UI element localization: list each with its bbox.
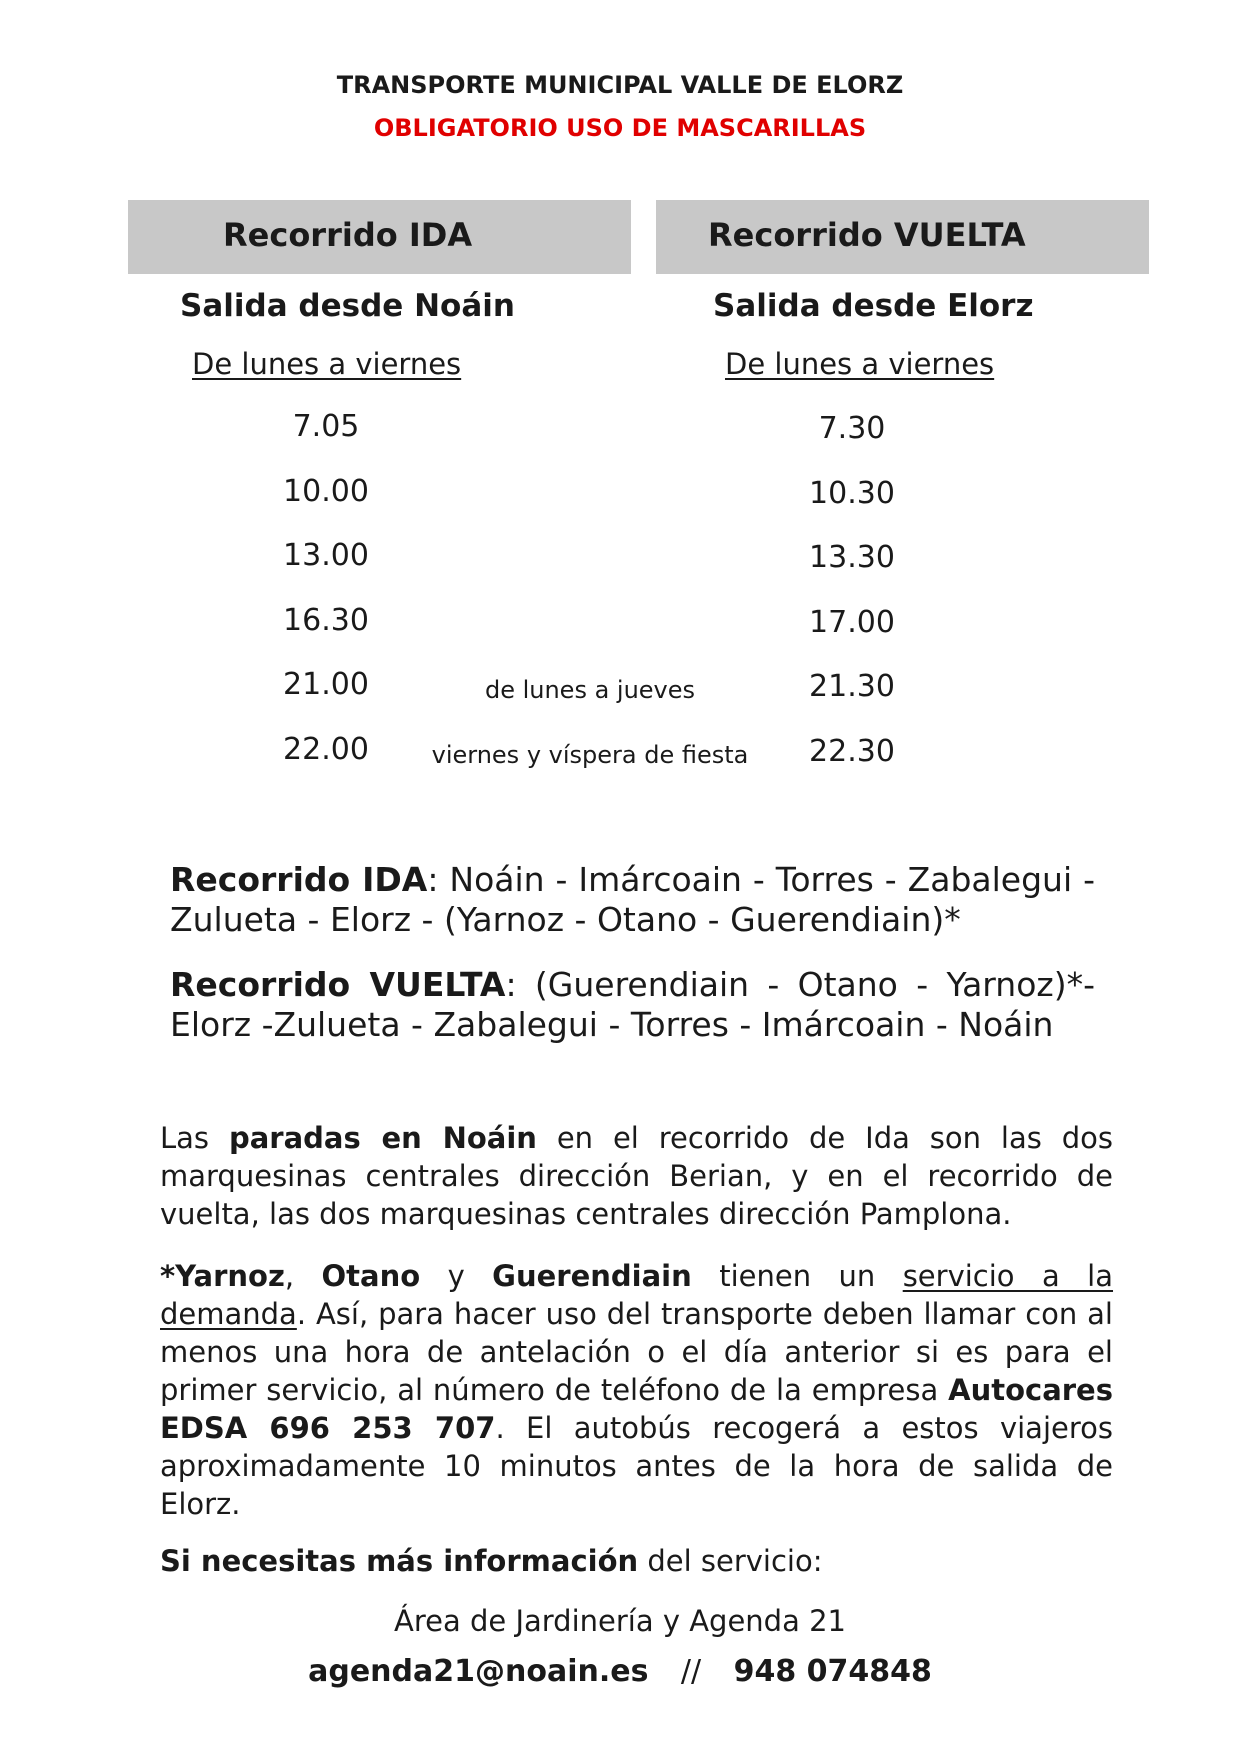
stops-text: en el recorrido de Ida son las dos marquesinas centrales dirección Berian, y en el recorrido de vuelta, las dos marquesinas centrales dirección Pamplona. — [160, 1121, 1113, 1231]
vuelta-time: 13.30 — [809, 540, 895, 575]
demand-text: y — [420, 1259, 493, 1293]
route-ida-label: Recorrido IDA — [170, 860, 428, 899]
contact-email: agenda21@noain.es — [308, 1654, 649, 1689]
vuelta-time: 17.00 — [809, 605, 895, 640]
demand-text: . Así, para hacer uso del transporte deben llamar con al menos una hora de antelación o el día anterior si es para el primer servicio, al número de teléfono de la empresa — [160, 1297, 1113, 1407]
ida-days: De lunes a viernes — [192, 347, 462, 381]
ida-departure: Salida desde Noáin — [180, 288, 515, 324]
ida-time: 21.00 — [283, 667, 369, 702]
ida-heading: Recorrido IDA — [223, 216, 473, 254]
route-vuelta-stops: : (Guerendiain - Otano - Yarnoz)*- Elorz -Zulueta - Zabalegui - Torres - Imárcoain - Noáin — [170, 965, 1095, 1044]
demand-paragraph — [160, 1257, 1113, 1523]
ida-time: 13.00 — [283, 538, 369, 573]
route-vuelta — [170, 965, 1095, 1045]
contact-line — [0, 1654, 1240, 1689]
contact-phone: 948 074848 — [733, 1654, 932, 1689]
demand-text: . El autobús recogerá a estos viajeros aproximadamente 10 minutos antes de la hora de salida de Elorz. — [160, 1411, 1113, 1521]
schedule-note-friday: viernes y víspera de fiesta — [431, 741, 749, 769]
demand-company-phone: Autocares EDSA 696 253 707 — [160, 1373, 1113, 1445]
vuelta-time: 22.30 — [809, 734, 895, 769]
demand-town: Guerendiain — [492, 1259, 692, 1293]
info-bold: Si necesitas más información — [160, 1544, 639, 1578]
route-ida — [170, 860, 1095, 940]
contact-separator: // — [680, 1654, 702, 1689]
demand-town: *Yarnoz — [160, 1259, 285, 1293]
route-ida-stops: : Noáin - Imárcoain - Torres - Zabalegui -Zulueta - Elorz - (Yarnoz - Otano - Guerendiain)* — [170, 860, 1095, 939]
vuelta-departure: Salida desde Elorz — [713, 288, 1034, 324]
stops-text: Las — [160, 1121, 229, 1155]
stops-paragraph — [160, 1119, 1113, 1233]
route-vuelta-label: Recorrido VUELTA — [170, 965, 506, 1004]
ida-header-box — [128, 200, 631, 274]
schedule-note-weekdays: de lunes a jueves — [484, 676, 696, 704]
vuelta-days: De lunes a viernes — [725, 347, 995, 381]
demand-town: Otano — [321, 1259, 421, 1293]
vuelta-heading: Recorrido VUELTA — [708, 216, 1026, 254]
ida-time: 7.05 — [292, 409, 360, 444]
info-area: Área de Jardinería y Agenda 21 — [394, 1604, 846, 1638]
ida-time: 10.00 — [283, 474, 369, 509]
ida-time: 16.30 — [283, 603, 369, 638]
demand-service-underline: servicio a la demanda — [160, 1259, 1114, 1331]
demand-text: , — [284, 1259, 322, 1293]
info-text: del servicio: — [638, 1544, 823, 1578]
demand-text: tienen un — [691, 1259, 903, 1293]
stops-bold: paradas en Noáin — [228, 1121, 537, 1155]
document-title: TRANSPORTE MUNICIPAL VALLE DE ELORZ — [336, 71, 904, 99]
ida-time: 22.00 — [283, 732, 369, 767]
vuelta-time: 21.30 — [809, 669, 895, 704]
vuelta-time: 10.30 — [809, 476, 895, 511]
mask-warning: OBLIGATORIO USO DE MASCARILLAS — [373, 114, 867, 142]
vuelta-header-box — [656, 200, 1149, 274]
info-line — [160, 1542, 1113, 1580]
vuelta-time: 7.30 — [818, 411, 886, 446]
